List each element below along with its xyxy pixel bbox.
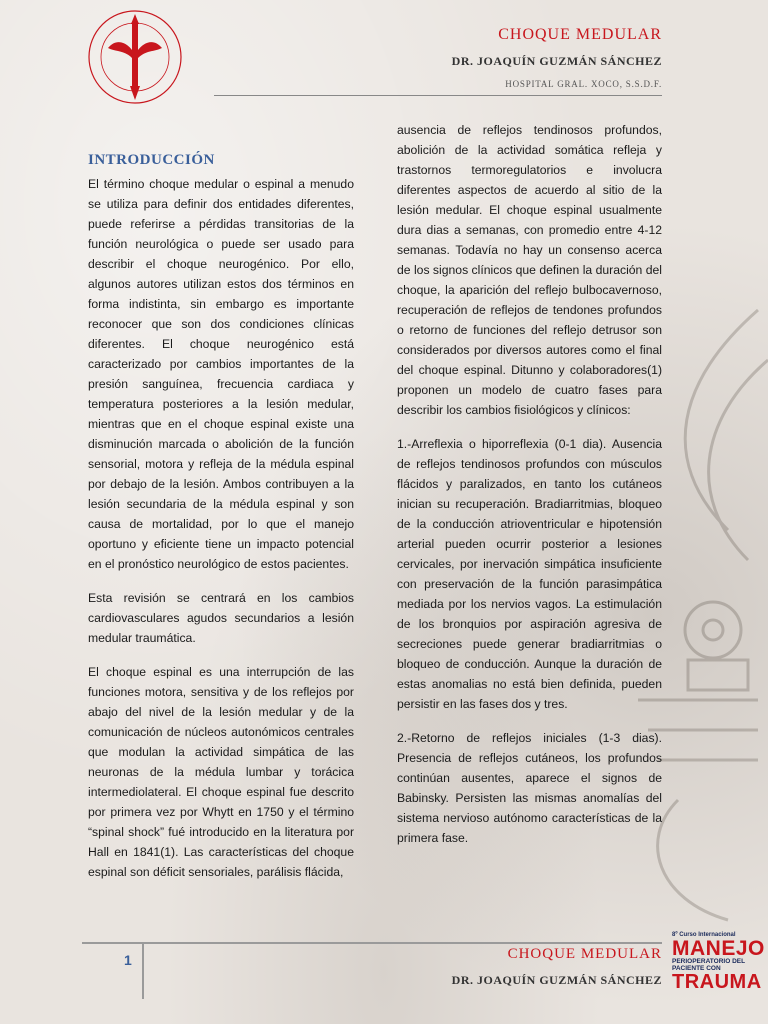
left-column xyxy=(88,150,354,896)
footer-divider xyxy=(82,942,662,944)
header-divider xyxy=(214,95,662,96)
section-title: INTRODUCCIÓN xyxy=(88,152,215,168)
page-number: 1 xyxy=(124,952,132,968)
paragraph: ausencia de reflejos tendinosos profundos, abolición de la actividad somática refleja y trastornos termoregulatorios e involucra diferentes aspectos de acuerdo al sitio de la lesión medular. El choque espinal usualmente dura dias a semanas, con promedio entre 4-12 semanas. Todavía no hay un consenso acerca de los signos clínicos que definen la duración del choque, la aparición del reflejo bulbocavernoso, recuperación de reflejos de tendones profundos o retorno de funciones del reflejo detrusor son considerados por diversos autores como el final del choque espinal. Ditunno y colaboradores(1) proponen un modelo de cuatro fases para describir los cambios fisiológicos y clínicos: xyxy=(397,123,662,417)
footer-author: DR. JOAQUÍN GUZMÁN SÁNCHEZ xyxy=(451,973,662,987)
page-header xyxy=(452,26,662,89)
header-title: CHOQUE MEDULAR xyxy=(498,26,662,43)
paragraph: El término choque medular o espinal a menudo se utiliza para definir dos entidades diferentes, puede referirse a pérdidas transitorias de la función neurológica o puede ser usado para describir el choque neurogénico. Por ello, algunos autores utilizan estos dos términos en forma indistinta, sin embargo es importante reconocer que son dos condiciones clínicas diferentes. El choque neurogénico está caracterizado por cambios importantes de la presión sanguínea, frecuencia cardiaca y temperatura posteriores a la lesión medular, mientras que en el choque espinal existe una disminución marcada o abolición de la función sensorial, motora y refleja de la médula espinal por debajo de la lesión. Ambos contribuyen a la lesión secundaria de la médula espinal y son causa de mortalidad, por lo que el manejo oportuno y eficiente tiene un impacto potencial en el pronóstico neurológico de estos pacientes. xyxy=(88,177,354,571)
header-author: DR. JOAQUÍN GUZMÁN SÁNCHEZ xyxy=(451,54,662,68)
paragraph: Esta revisión se centrará en los cambios cardiovasculares agudos secundarios a lesión medular traumática. xyxy=(88,591,354,645)
paragraph: 1.-Arreflexia o hiporreflexia (0-1 dia). Ausencia de reflejos tendinosos profundos con músculos flácidos y paralizados, en tanto los cutáneos inician su recuperación. Bradiarritmias, bloqueo de la conducción atrioventricular e hipotensión arterial pueden ocurrir posterior a lesiones cervicales, por inervación simpática insuficiente con preservación de la función parasimpática mediada por los nervios vagos. La estimulación de los bronquios por aspiración agresiva de secreciones puede generar bradiarritmias o bloqueo de conducción. Aunque la duración de estas anomalias no está bien definida, pueden persistir en las fases dos y tres. xyxy=(397,437,662,711)
footer-vertical-divider xyxy=(142,944,144,999)
page-footer xyxy=(452,946,662,988)
college-seal-logo xyxy=(86,8,184,106)
course-logo-line4: TRAUMA xyxy=(672,971,762,993)
right-column xyxy=(397,120,662,862)
paragraph: 2.-Retorno de reflejos iniciales (1-3 dias). Presencia de reflejos cutáneos, los profundos continúan ausentes, aparece el signos de Babinsky. Persisten las mismas anomalías del sistema nervioso autónomo características de la primera fase. xyxy=(397,731,662,845)
header-hospital: HOSPITAL GRAL. XOCO, S.S.D.F. xyxy=(505,79,662,89)
course-logo xyxy=(672,932,765,993)
course-logo-line2: MANEJO xyxy=(672,937,765,960)
footer-title: CHOQUE MEDULAR xyxy=(507,946,662,962)
course-logo-line3: PERIOPERATORIO DEL PACIENTE CON xyxy=(672,958,745,972)
paragraph: El choque espinal es una interrupción de las funciones motora, sensitiva y de los reflejos por abajo del nivel de la lesión medular y de la comunicación de núcleos autonómicos centrales que modulan la actividad simpática de las neuronas de la médula lumbar y torácica intermediolateral. El choque espinal fue descrito por primera vez por Whytt en 1750 y el término “spinal shock” fué introducido en la literatura por Hall en 1841(1). Las características del choque espinal son déficit sensoriales, parálisis flácida, xyxy=(88,665,354,879)
course-logo-line1: 8º Curso Internacional xyxy=(672,932,736,938)
